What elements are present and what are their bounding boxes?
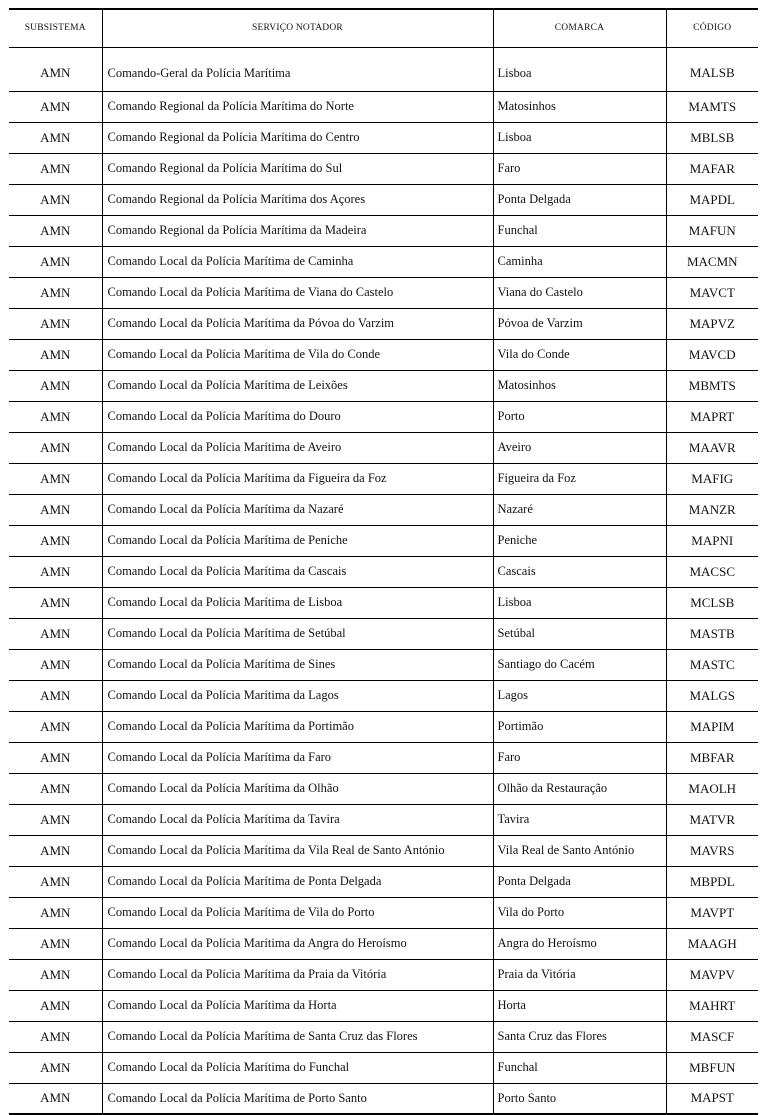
cell-codigo: MAMTS (666, 91, 758, 122)
cell-subsistema: AMN (9, 680, 102, 711)
table-row (9, 525, 758, 556)
cell-subsistema: AMN (9, 432, 102, 463)
cell-codigo: MAFAR (666, 153, 758, 184)
cell-comarca: Lisboa (493, 587, 666, 618)
cell-comarca: Matosinhos (493, 370, 666, 401)
cell-servico-notador: Comando Local da Polícia Marítima da Praia da Vitória (102, 959, 493, 990)
table-row (9, 742, 758, 773)
cell-comarca: Lisboa (493, 122, 666, 153)
cell-comarca: Faro (493, 742, 666, 773)
cell-servico-notador: Comando Local da Polícia Marítima de Ponta Delgada (102, 866, 493, 897)
table-row (9, 184, 758, 215)
cell-servico-notador: Comando Local da Polícia Marítima da Olhão (102, 773, 493, 804)
cell-subsistema: AMN (9, 246, 102, 277)
cell-servico-notador: Comando Regional da Polícia Marítima dos Açores (102, 184, 493, 215)
table-row (9, 370, 758, 401)
cell-subsistema: AMN (9, 1021, 102, 1052)
table-row (9, 556, 758, 587)
cell-servico-notador: Comando Local da Polícia Marítima de Setúbal (102, 618, 493, 649)
table-row (9, 773, 758, 804)
table-row (9, 1083, 758, 1114)
cell-subsistema: AMN (9, 1052, 102, 1083)
cell-comarca: Caminha (493, 246, 666, 277)
cell-codigo: MAHRT (666, 990, 758, 1021)
table-row (9, 432, 758, 463)
cell-codigo: MAPIM (666, 711, 758, 742)
cell-codigo: MAAGH (666, 928, 758, 959)
table-row (9, 1021, 758, 1052)
cell-subsistema: AMN (9, 47, 102, 91)
cell-subsistema: AMN (9, 494, 102, 525)
cell-subsistema: AMN (9, 556, 102, 587)
cell-subsistema: AMN (9, 990, 102, 1021)
cell-comarca: Vila do Conde (493, 339, 666, 370)
cell-servico-notador: Comando Regional da Polícia Marítima do Sul (102, 153, 493, 184)
cell-comarca: Ponta Delgada (493, 866, 666, 897)
cell-codigo: MAPNI (666, 525, 758, 556)
table-row (9, 928, 758, 959)
cell-codigo: MAVRS (666, 835, 758, 866)
cell-servico-notador: Comando Local da Polícia Marítima da Tavira (102, 804, 493, 835)
cell-codigo: MACSC (666, 556, 758, 587)
cell-servico-notador: Comando Local da Polícia Marítima de Vila do Porto (102, 897, 493, 928)
cell-servico-notador: Comando Local da Polícia Marítima da Lagos (102, 680, 493, 711)
cell-servico-notador: Comando Local da Polícia Marítima da Horta (102, 990, 493, 1021)
header-row (9, 9, 758, 47)
cell-codigo: MAFIG (666, 463, 758, 494)
cell-servico-notador: Comando Local da Polícia Marítima do Funchal (102, 1052, 493, 1083)
cell-subsistema: AMN (9, 866, 102, 897)
cell-codigo: MAVCT (666, 277, 758, 308)
cell-subsistema: AMN (9, 897, 102, 928)
cell-servico-notador: Comando Regional da Polícia Marítima da Madeira (102, 215, 493, 246)
cell-comarca: Praia da Vitória (493, 959, 666, 990)
cell-servico-notador: Comando-Geral da Polícia Marítima (102, 47, 493, 91)
table-row (9, 401, 758, 432)
cell-subsistema: AMN (9, 184, 102, 215)
cell-codigo: MAPVZ (666, 308, 758, 339)
table-row (9, 711, 758, 742)
cell-subsistema: AMN (9, 339, 102, 370)
cell-comarca: Faro (493, 153, 666, 184)
table-row (9, 246, 758, 277)
cell-subsistema: AMN (9, 835, 102, 866)
table-row (9, 587, 758, 618)
table-row (9, 680, 758, 711)
cell-comarca: Nazaré (493, 494, 666, 525)
cell-comarca: Aveiro (493, 432, 666, 463)
cell-subsistema: AMN (9, 1083, 102, 1114)
cell-subsistema: AMN (9, 742, 102, 773)
cell-comarca: Santa Cruz das Flores (493, 1021, 666, 1052)
cell-codigo: MBFAR (666, 742, 758, 773)
cell-codigo: MAFUN (666, 215, 758, 246)
table-row (9, 339, 758, 370)
cell-subsistema: AMN (9, 463, 102, 494)
cell-subsistema: AMN (9, 928, 102, 959)
table-row (9, 959, 758, 990)
header-servico-notador: SERVIÇO NOTADOR (102, 9, 493, 47)
cell-servico-notador: Comando Local da Polícia Marítima da Cascais (102, 556, 493, 587)
cell-servico-notador: Comando Local da Polícia Marítima da Figueira da Foz (102, 463, 493, 494)
cell-comarca: Portimão (493, 711, 666, 742)
cell-comarca: Lisboa (493, 47, 666, 91)
cell-subsistema: AMN (9, 153, 102, 184)
cell-subsistema: AMN (9, 91, 102, 122)
cell-codigo: MAOLH (666, 773, 758, 804)
cell-codigo: MAVCD (666, 339, 758, 370)
cell-codigo: MAAVR (666, 432, 758, 463)
cell-codigo: MATVR (666, 804, 758, 835)
cell-subsistema: AMN (9, 711, 102, 742)
cell-servico-notador: Comando Local da Polícia Marítima de Viana do Castelo (102, 277, 493, 308)
cell-subsistema: AMN (9, 649, 102, 680)
table-header (9, 9, 758, 47)
cell-codigo: MAVPT (666, 897, 758, 928)
cell-codigo: MAPDL (666, 184, 758, 215)
cell-servico-notador: Comando Local da Polícia Marítima de Lisboa (102, 587, 493, 618)
cell-subsistema: AMN (9, 122, 102, 153)
cell-subsistema: AMN (9, 401, 102, 432)
cell-subsistema: AMN (9, 773, 102, 804)
cell-subsistema: AMN (9, 618, 102, 649)
cell-subsistema: AMN (9, 277, 102, 308)
cell-comarca: Olhão da Restauração (493, 773, 666, 804)
cell-comarca: Santiago do Cacém (493, 649, 666, 680)
cell-comarca: Viana do Castelo (493, 277, 666, 308)
cell-servico-notador: Comando Local da Polícia Marítima da Vila Real de Santo António (102, 835, 493, 866)
cell-comarca: Cascais (493, 556, 666, 587)
cell-codigo: MALSB (666, 47, 758, 91)
cell-servico-notador: Comando Local da Polícia Marítima de Santa Cruz das Flores (102, 1021, 493, 1052)
cell-codigo: MAPRT (666, 401, 758, 432)
cell-codigo: MACMN (666, 246, 758, 277)
table-row (9, 618, 758, 649)
cell-servico-notador: Comando Local da Polícia Marítima da Faro (102, 742, 493, 773)
table-row (9, 308, 758, 339)
cell-servico-notador: Comando Local da Polícia Marítima da Póvoa do Varzim (102, 308, 493, 339)
table-body (9, 47, 758, 1114)
cell-servico-notador: Comando Local da Polícia Marítima de Leixões (102, 370, 493, 401)
cell-comarca: Tavira (493, 804, 666, 835)
cell-comarca: Funchal (493, 1052, 666, 1083)
notador-services-table (9, 8, 758, 1115)
cell-comarca: Lagos (493, 680, 666, 711)
cell-codigo: MASCF (666, 1021, 758, 1052)
cell-comarca: Porto Santo (493, 1083, 666, 1114)
cell-subsistema: AMN (9, 587, 102, 618)
cell-subsistema: AMN (9, 370, 102, 401)
cell-codigo: MBPDL (666, 866, 758, 897)
table-row (9, 215, 758, 246)
table-row (9, 897, 758, 928)
table-row (9, 990, 758, 1021)
cell-comarca: Funchal (493, 215, 666, 246)
table-row (9, 866, 758, 897)
cell-comarca: Angra do Heroísmo (493, 928, 666, 959)
cell-comarca: Ponta Delgada (493, 184, 666, 215)
table-row (9, 1052, 758, 1083)
cell-comarca: Vila do Porto (493, 897, 666, 928)
cell-servico-notador: Comando Regional da Polícia Marítima do Norte (102, 91, 493, 122)
table-row (9, 91, 758, 122)
cell-comarca: Horta (493, 990, 666, 1021)
cell-comarca: Matosinhos (493, 91, 666, 122)
table-row (9, 277, 758, 308)
cell-servico-notador: Comando Local da Polícia Marítima de Vila do Conde (102, 339, 493, 370)
cell-servico-notador: Comando Local da Polícia Marítima da Angra do Heroísmo (102, 928, 493, 959)
cell-subsistema: AMN (9, 959, 102, 990)
cell-comarca: Vila Real de Santo António (493, 835, 666, 866)
cell-subsistema: AMN (9, 804, 102, 835)
cell-codigo: MASTC (666, 649, 758, 680)
cell-servico-notador: Comando Local da Polícia Marítima da Nazaré (102, 494, 493, 525)
cell-codigo: MASTB (666, 618, 758, 649)
header-subsistema: SUBSISTEMA (9, 9, 102, 47)
cell-servico-notador: Comando Local da Polícia Marítima do Douro (102, 401, 493, 432)
cell-codigo: MCLSB (666, 587, 758, 618)
table-row (9, 122, 758, 153)
cell-subsistema: AMN (9, 525, 102, 556)
cell-servico-notador: Comando Local da Polícia Marítima de Aveiro (102, 432, 493, 463)
cell-servico-notador: Comando Local da Polícia Marítima de Peniche (102, 525, 493, 556)
cell-codigo: MBMTS (666, 370, 758, 401)
table-row (9, 649, 758, 680)
header-comarca: COMARCA (493, 9, 666, 47)
cell-codigo: MBLSB (666, 122, 758, 153)
header-codigo: CÓDIGO (666, 9, 758, 47)
table-row (9, 47, 758, 91)
cell-servico-notador: Comando Regional da Polícia Marítima do Centro (102, 122, 493, 153)
table-row (9, 804, 758, 835)
cell-servico-notador: Comando Local da Polícia Marítima de Porto Santo (102, 1083, 493, 1114)
cell-servico-notador: Comando Local da Polícia Marítima de Caminha (102, 246, 493, 277)
cell-subsistema: AMN (9, 215, 102, 246)
table-row (9, 494, 758, 525)
cell-comarca: Setúbal (493, 618, 666, 649)
cell-subsistema: AMN (9, 308, 102, 339)
cell-codigo: MAPST (666, 1083, 758, 1114)
table-row (9, 463, 758, 494)
cell-comarca: Peniche (493, 525, 666, 556)
table-row (9, 153, 758, 184)
cell-comarca: Póvoa de Varzim (493, 308, 666, 339)
cell-servico-notador: Comando Local da Polícia Marítima da Portimão (102, 711, 493, 742)
table-row (9, 835, 758, 866)
cell-comarca: Porto (493, 401, 666, 432)
cell-comarca: Figueira da Foz (493, 463, 666, 494)
cell-codigo: MANZR (666, 494, 758, 525)
cell-codigo: MAVPV (666, 959, 758, 990)
cell-codigo: MBFUN (666, 1052, 758, 1083)
cell-codigo: MALGS (666, 680, 758, 711)
cell-servico-notador: Comando Local da Polícia Marítima de Sines (102, 649, 493, 680)
